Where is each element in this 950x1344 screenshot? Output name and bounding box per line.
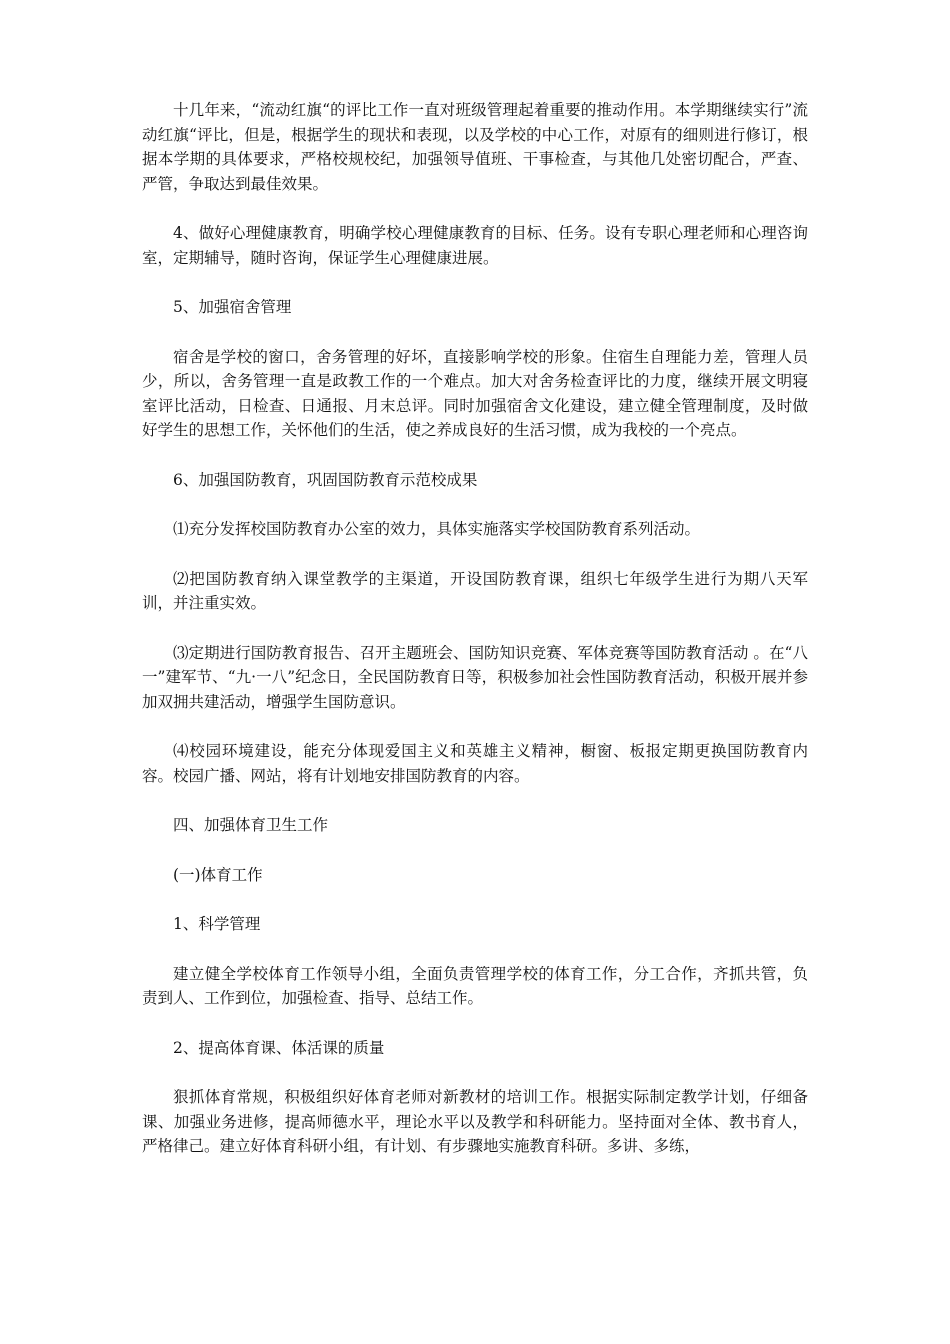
heading-sports-health: 四、加强体育卫生工作 [173, 816, 329, 834]
paragraph-leadership-group: 建立健全学校体育工作领导小组，全面负责管理学校的体育工作，分工合作，齐抓共管，负责到人、工作到位，加强检查、指导、总结工作。 [142, 964, 808, 1007]
paragraph-defense-item-1: ⑴充分发挥校国防教育办公室的效力，具体实施落实学校国防教育系列活动。 [173, 520, 701, 538]
document-page [142, 98, 808, 1184]
heading-national-defense: 6、加强国防教育，巩固国防教育示范校成果 [173, 470, 478, 489]
paragraph-dormitory: 宿舍是学校的窗口，舍务管理的好坏，直接影响学校的形象。住宿生自理能力差，管理人员少，所以，舍务管理一直是政教工作的一个难点。加大对舍务检查评比的力度，继续开展文明寝室评比活动，日检查、日通报、月末总评。同时加强宿舍文化建设，建立健全管理制度，及时做好学生的思想工作，关怀他们的生活，使之养成良好的生活习惯，成为我校的一个亮点。 [142, 347, 808, 439]
heading-pe-class-quality: 2、提高体育课、体活课的质量 [173, 1038, 385, 1057]
heading-sports-work: (一)体育工作 [173, 865, 263, 884]
paragraph-pe-routine: 狠抓体育常规，积极组织好体育老师对新教材的培训工作。根据实际制定教学计划，仔细备课、加强业务进修，提高师德水平，理论水平以及教学和科研能力。坚持面对全体、教书育人，严格律己。建立好体育科研小组，有计划、有步骤地实施教育科研。多讲、多练， [142, 1088, 808, 1155]
paragraph-flag-rating: 十几年来，“流动红旗“的评比工作一直对班级管理起着重要的推动作用。本学期继续实行”流动红旗“评比，但是，根据学生的现状和表现，以及学校的中心工作，对原有的细则进行修订，根据本学期的具体要求，严格校规校纪，加强领导值班、干事检查，与其他几处密切配合，严查、严管，争取达到最佳效果。 [142, 101, 808, 193]
paragraph-defense-item-3: ⑶定期进行国防教育报告、召开主题班会、国防知识竞赛、军体竞赛等国防教育活动 。在“八一”建军节、“九·一八”纪念日，全民国防教育日等，积极参加社会性国防教育活动，积极开展并参加双拥共建活动，增强学生国防意识。 [142, 643, 808, 711]
heading-scientific-management: 1、科学管理 [173, 915, 261, 933]
heading-dormitory: 5、加强宿舍管理 [173, 298, 292, 316]
paragraph-mental-health: 4、做好心理健康教育，明确学校心理健康教育的目标、任务。设有专职心理老师和心理咨询室，定期辅导，随时咨询，保证学生心理健康进展。 [142, 224, 808, 267]
paragraph-defense-item-4: ⑷校园环境建设，能充分体现爱国主义和英雄主义精神，橱窗、板报定期更换国防教育内容。校园广播、网站，将有计划地安排国防教育的内容。 [142, 742, 808, 785]
paragraph-defense-item-2: ⑵把国防教育纳入课堂教学的主渠道，开设国防教育课，组织七年级学生进行为期八天军训，并注重实效。 [142, 569, 808, 612]
